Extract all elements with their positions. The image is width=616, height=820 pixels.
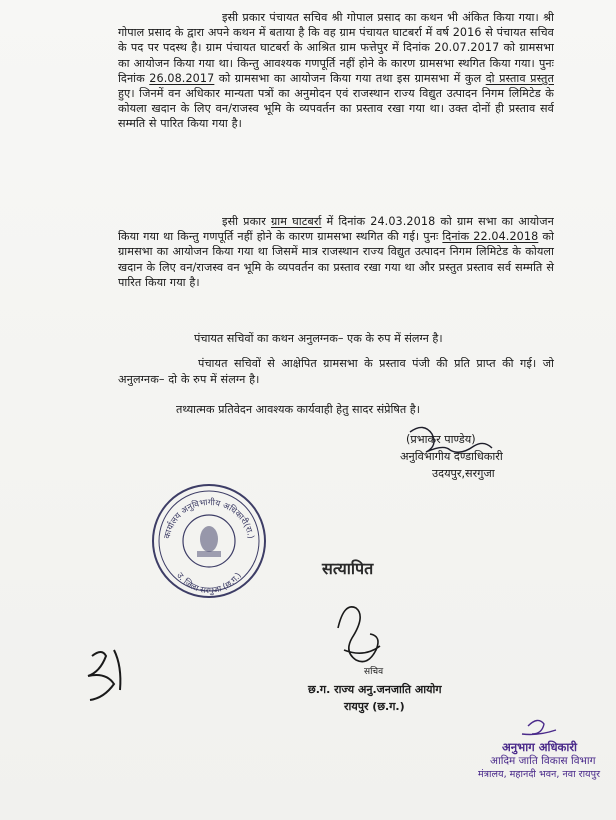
para2-text-c: को ग्रामसभा का आयोजन किया गया था जिसमें मात्र राजस्थान राज्य विद्युत उत्पादन निगम लिमिटेड के कोयला खदान के लिए वन/राजस्व वन भूमि के व्यपवर्तन का प्रस्ताव रखा गया था और प्रस्तुत प्रस्ताव सर्व सम्मति से पारित किया गया है। xyxy=(118,230,554,289)
village-underlined: ग्राम घाटबर्रा xyxy=(270,215,322,228)
commission-signature-scribble xyxy=(338,607,380,662)
closing-line: तथ्यात्मक प्रतिवेदन आवश्यक कार्यवाही हेतु सादर संप्रेषित है। xyxy=(176,403,420,416)
para1-text: इसी प्रकार पंचायत सचिव श्री गोपाल प्रसाद का कथन भी अंकित किया गया। श्री गोपाल प्रसाद के द्वारा अपने कथन में बताया है कि वह ग्राम पंचायत घाटबर्रा में वर्ष 2016 से पंचायत सचिव के पद पर पदस्थ है। ग्राम पंचायत घाटबर्रा के आश्रित ग्राम फत्तेपुर में दिनांक 20.07.2017 को ग्रामसभा का आयोजन किया गया था। किन्तु आवश्यक गणपूर्ति नहीं होने के कारण ग्रामसभा स्थगित किया गया। पुनः दिनांक xyxy=(118,11,554,85)
stamp-bottom-textpath: उ. जिला सरगुजा (छ.ग.) xyxy=(174,570,244,597)
section-officer-initial xyxy=(522,720,556,734)
commission-signature-block xyxy=(308,664,442,715)
annexure-two-paragraph: पंचायत सचिवों से आक्षेपित ग्रामसभा के प्रस्ताव पंजी की प्रति प्राप्त की गई। जो अनुलग्नक– दो के रुप में संलग्न है। xyxy=(118,357,554,386)
left-handwritten-mark xyxy=(88,650,120,700)
two-proposals-underlined: दो प्रस्ताव प्रस्तुत xyxy=(485,71,554,85)
office-stamp xyxy=(153,485,265,597)
annexure-one-line: पंचायत सचिवों का कथन अनुलग्नक– एक के रुप में संलग्न है। xyxy=(194,332,443,345)
date-underlined: 26.08.2017 xyxy=(149,71,215,85)
commission-line1: छ.ग. राज्य अनु.जनजाति आयोग xyxy=(308,683,442,696)
section-officer-title: अनुभाग अधिकारी xyxy=(502,740,578,754)
verified-label: सत्यापित xyxy=(322,559,374,578)
stamp-top-textpath: कार्यालय अनुविभागीय अधिकारी(रा.) xyxy=(162,497,256,540)
para2-text-a: इसी प्रकार xyxy=(222,215,271,228)
para1-text-b: को ग्रामसभा का आयोजन किया गया तथा इस ग्रामसभा में कुल xyxy=(214,71,486,85)
commission-initial: सचिव xyxy=(364,667,384,677)
section-officer-stamp xyxy=(480,740,600,782)
signatory-name: (प्रभाकर पाण्डेय) xyxy=(406,433,476,446)
sdm-signature-scribble xyxy=(410,427,492,452)
para1-text-c: हुए। जिनमें वन अधिकार मान्यता पत्रों का अनुमोदन एवं राजस्थान राज्य विद्युत उत्पादन निगम लिमिटेड के कोयला खदान के लिए वन/राजस्व भूमि के व्यपवर्तन का प्रस्ताव रखा गया था। उक्त दोनों ही प्रस्ताव सर्व सम्मति से पारित किया गया है। xyxy=(118,87,554,131)
commission-line2: रायपुर (छ.ग.) xyxy=(344,700,405,713)
date-2018-underlined: दिनांक 22.04.2018 xyxy=(442,230,539,244)
signatory-designation: अनुविभागीय दण्डाधिकारी xyxy=(400,450,503,463)
section-officer-dept: आदिम जाति विकास विभाग xyxy=(490,755,596,767)
signatory-place: उदयपुर,सरगुजा xyxy=(432,467,495,480)
section-officer-address: मंत्रालय, महानदी भवन, नवा रायपुर xyxy=(478,769,600,780)
para2-text-b: में दिनांक 24.03.2018 को ग्राम सभा का आयोजन किया गया था किन्तु गणपूर्ति नहीं होने के कारण ग्रामसभा स्थगित की गई। पुनः xyxy=(118,215,554,244)
